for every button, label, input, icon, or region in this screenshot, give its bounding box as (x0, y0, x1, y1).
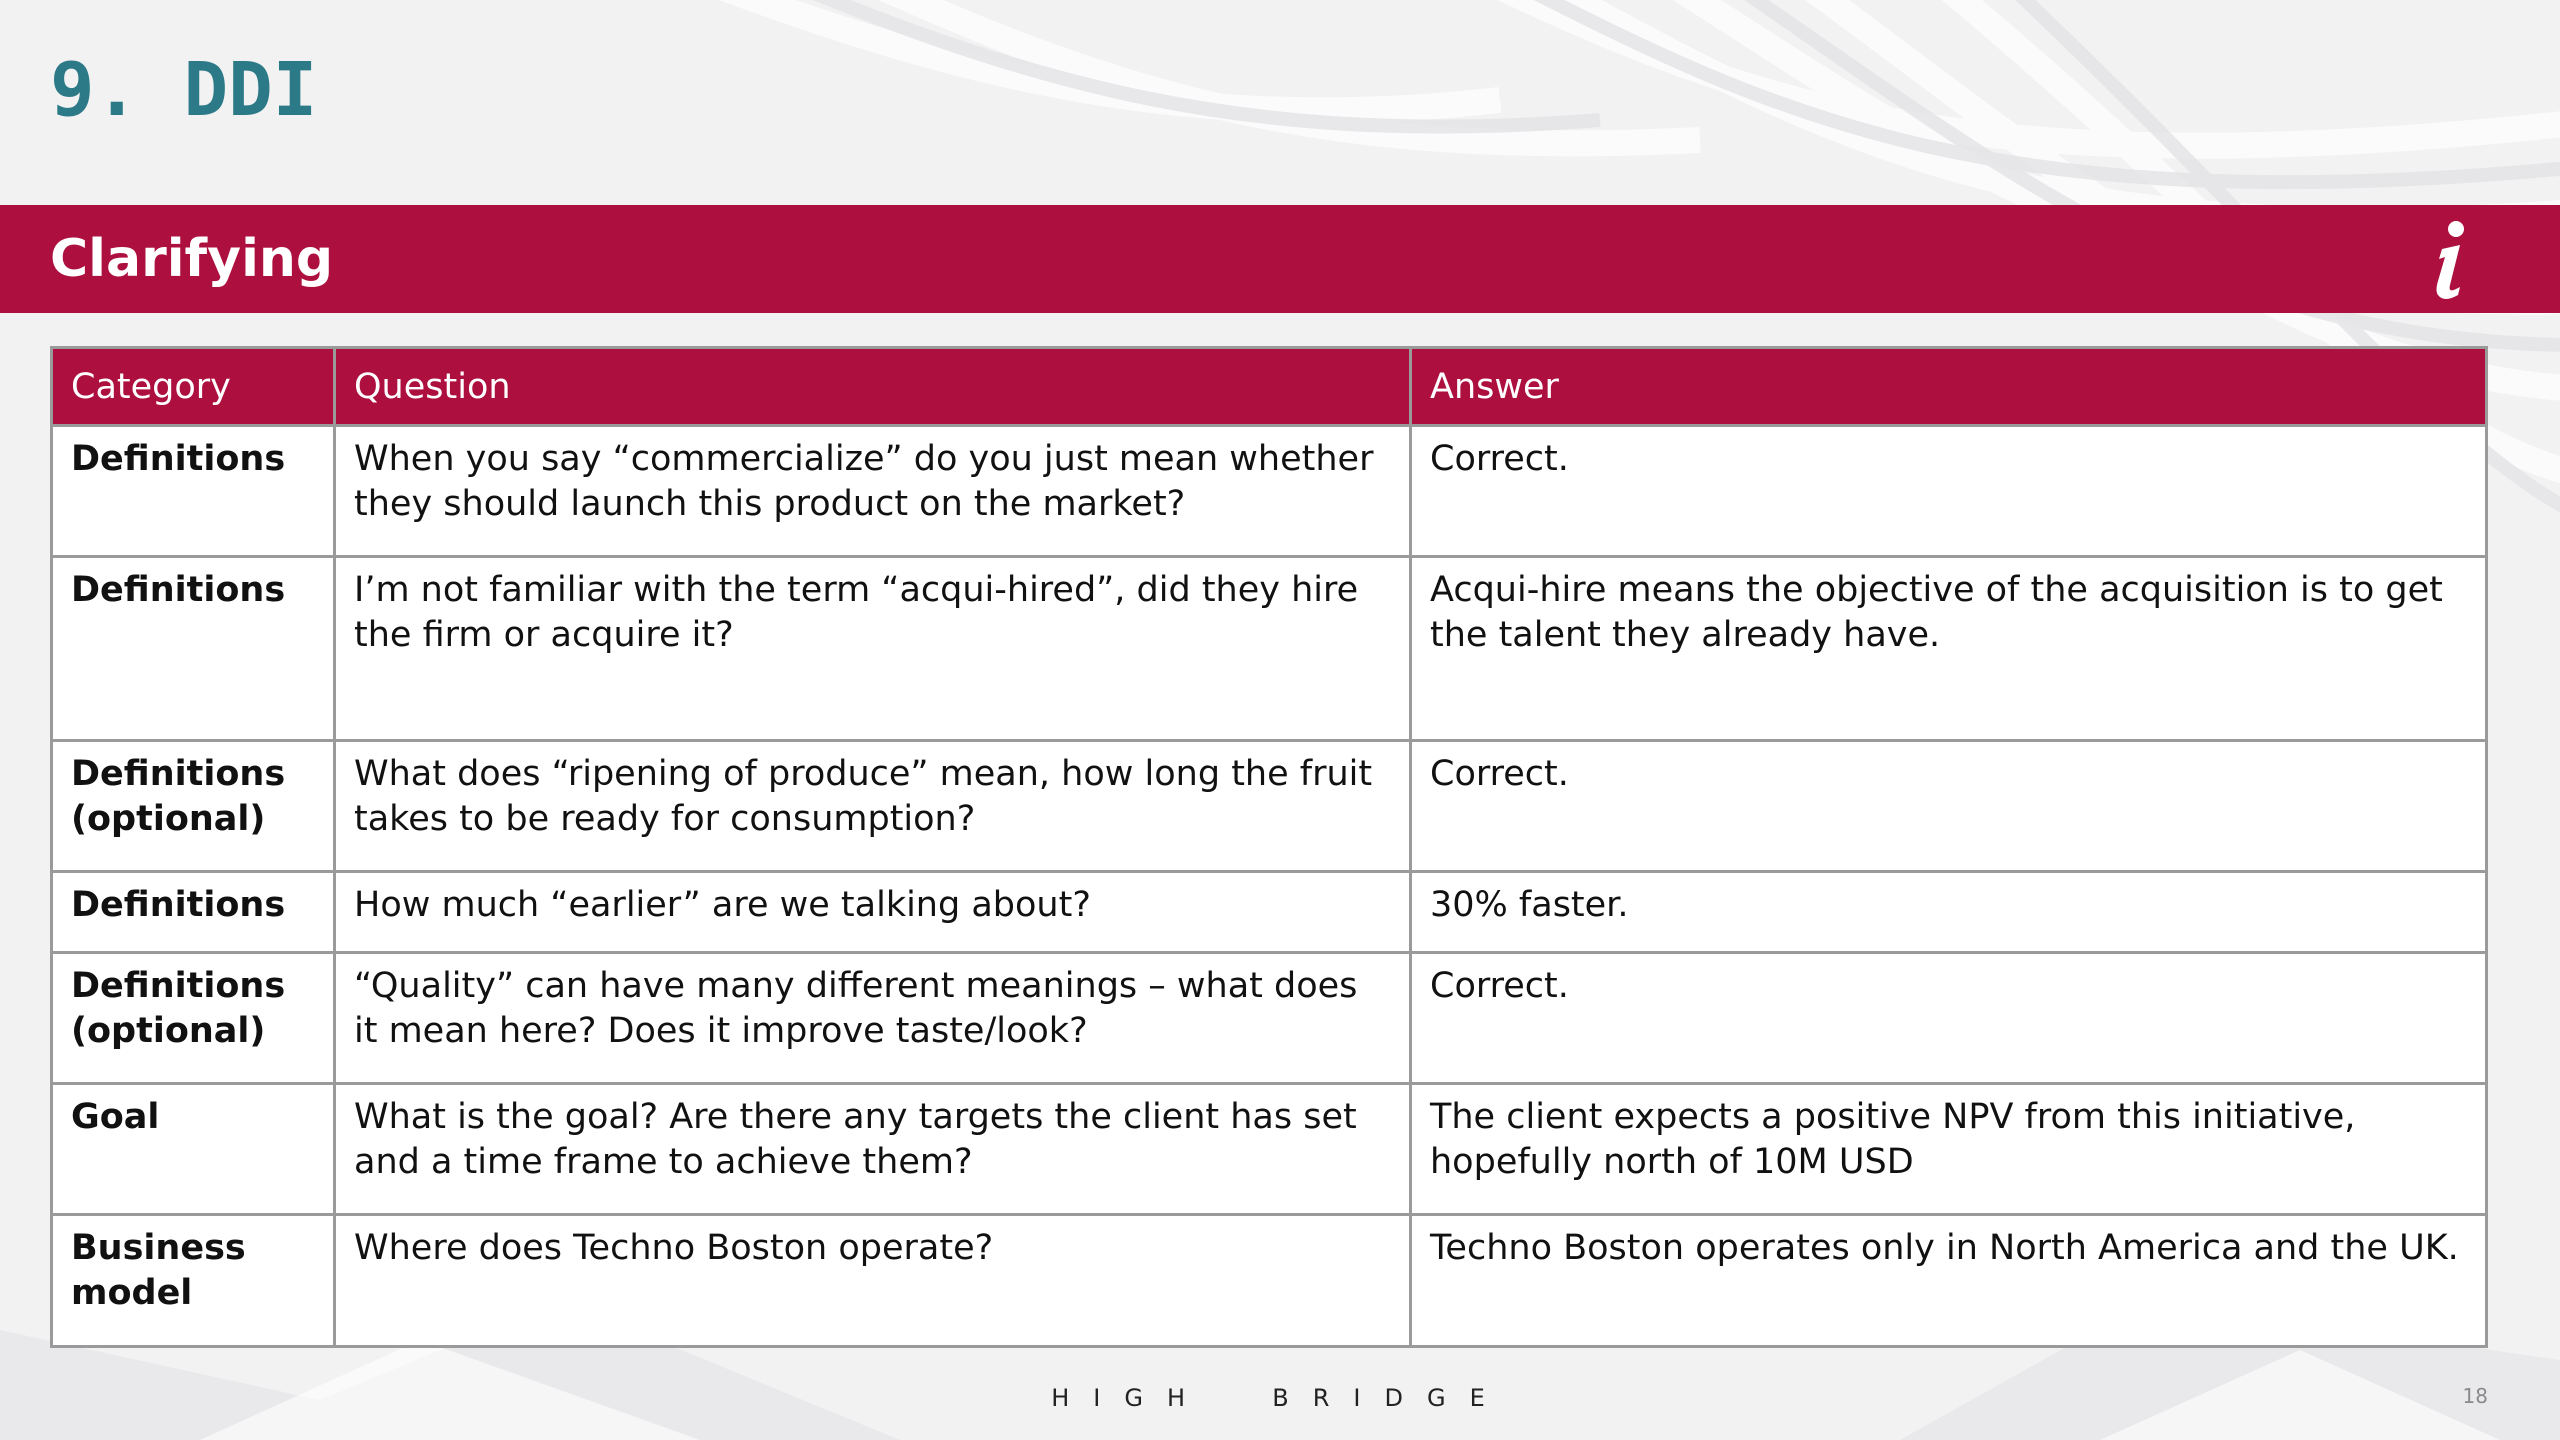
row-answer: Correct. (1411, 741, 2487, 872)
table-row (52, 872, 2487, 953)
section-title: Clarifying (50, 229, 334, 289)
row-answer: Correct. (1411, 426, 2487, 557)
brand-wordmark: HIGH BRIDGE (1051, 1384, 1509, 1412)
table-row (52, 1084, 2487, 1215)
header-answer: Answer (1411, 348, 2487, 426)
table-row (52, 557, 2487, 741)
table-row (52, 741, 2487, 872)
row-category: Definitions (52, 426, 335, 557)
section-banner (0, 205, 2560, 313)
table-row (52, 1215, 2487, 1347)
row-answer: Correct. (1411, 953, 2487, 1084)
row-question: “Quality” can have many different meanings – what does it mean here? Does it improve taste/look? (335, 953, 1411, 1084)
clarifying-table (50, 346, 2488, 1348)
row-answer: Acqui-hire means the objective of the acquisition is to get the talent they already have. (1411, 557, 2487, 741)
row-category: Business model (52, 1215, 335, 1347)
table-row (52, 953, 2487, 1084)
row-answer: Techno Boston operates only in North America and the UK. (1411, 1215, 2487, 1347)
row-category: Definitions (52, 557, 335, 741)
row-question: What is the goal? Are there any targets the client has set and a time frame to achieve them? (335, 1084, 1411, 1215)
page-title: 9. DDI (50, 47, 318, 133)
row-question: How much “earlier” are we talking about? (335, 872, 1411, 953)
row-category: Definitions (52, 872, 335, 953)
row-category: Goal (52, 1084, 335, 1215)
info-icon (2420, 215, 2480, 305)
row-category: Definitions (optional) (52, 741, 335, 872)
row-category: Definitions (optional) (52, 953, 335, 1084)
row-answer: The client expects a positive NPV from this initiative, hopefully north of 10M USD (1411, 1084, 2487, 1215)
clarifying-table-container (50, 346, 2485, 1348)
row-question: What does “ripening of produce” mean, how long the fruit takes to be ready for consumption? (335, 741, 1411, 872)
header-question: Question (335, 348, 1411, 426)
table-row (52, 426, 2487, 557)
row-question: Where does Techno Boston operate? (335, 1215, 1411, 1347)
header-category: Category (52, 348, 335, 426)
row-question: I’m not familiar with the term “acqui-hired”, did they hire the firm or acquire it? (335, 557, 1411, 741)
table-header-row (52, 348, 2487, 426)
row-answer: 30% faster. (1411, 872, 2487, 953)
page-number: 18 (2462, 1384, 2488, 1408)
row-question: When you say “commercialize” do you just mean whether they should launch this product on the market? (335, 426, 1411, 557)
